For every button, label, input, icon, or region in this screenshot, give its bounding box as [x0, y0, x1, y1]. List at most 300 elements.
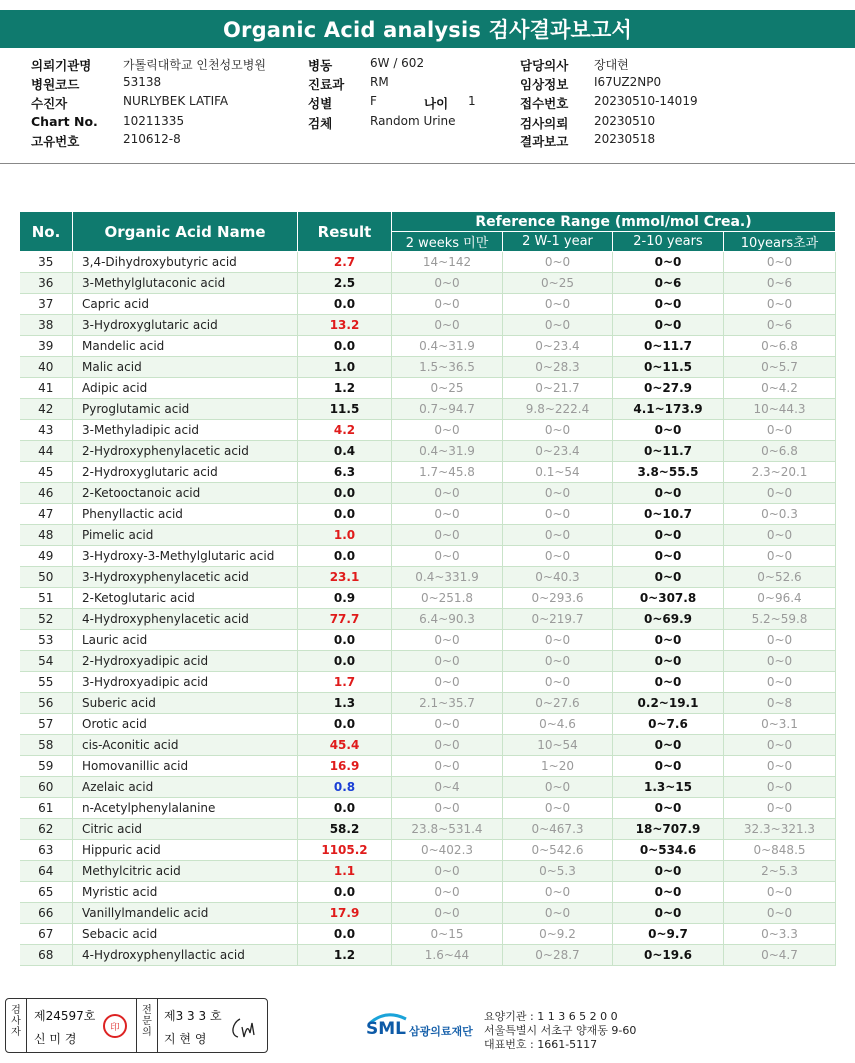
acid-name: Phenyllactic acid: [73, 504, 298, 525]
acid-name: 2-Ketooctanoic acid: [73, 483, 298, 504]
ref-2-10y: 0~0: [613, 798, 724, 819]
ref-2-10y: 0~0: [613, 483, 724, 504]
info-label: 임상정보: [520, 77, 569, 92]
signature-box: [5, 998, 268, 1053]
row-number: 59: [20, 756, 73, 777]
table-row: [20, 819, 836, 840]
ref-2-10y: 0~9.7: [613, 924, 724, 945]
acid-name: Mandelic acid: [73, 336, 298, 357]
row-number: 43: [20, 420, 73, 441]
info-label: 병동: [308, 58, 333, 73]
table-row: [20, 861, 836, 882]
divider: [26, 999, 27, 1052]
row-number: 64: [20, 861, 73, 882]
table-row: [20, 651, 836, 672]
ref-10y-plus: 5.2~59.8: [724, 609, 836, 630]
ref-2-10y: 0~6: [613, 273, 724, 294]
row-number: 35: [20, 252, 73, 273]
ref-2w-1y: 0~25: [503, 273, 613, 294]
ref-2w-1y: 10~54: [503, 735, 613, 756]
seal-stamp-icon: 印: [103, 1014, 127, 1038]
table-row: [20, 399, 836, 420]
ref-10y-plus: 0~848.5: [724, 840, 836, 861]
ref-2w-1y: 0~0: [503, 315, 613, 336]
table-row: [20, 672, 836, 693]
ref-2w-1y: 0~0: [503, 504, 613, 525]
acid-name: cis-Aconitic acid: [73, 735, 298, 756]
row-number: 61: [20, 798, 73, 819]
table-row: [20, 630, 836, 651]
acid-name: Methylcitric acid: [73, 861, 298, 882]
info-label: 나이: [424, 96, 449, 111]
ref-2-weeks: 0~0: [392, 315, 503, 336]
ref-2-weeks: 0~0: [392, 672, 503, 693]
ref-2-weeks: 0~0: [392, 546, 503, 567]
ref-2-weeks: 0.4~31.9: [392, 441, 503, 462]
acid-name: 3-Hydroxyglutaric acid: [73, 315, 298, 336]
ref-2-10y: 0~0: [613, 861, 724, 882]
table-row: [20, 378, 836, 399]
table-row: [20, 504, 836, 525]
table-row: [20, 798, 836, 819]
ref-2-weeks: 0~0: [392, 525, 503, 546]
info-label: 수진자: [31, 96, 68, 111]
row-number: 66: [20, 903, 73, 924]
label-char: 의: [142, 1027, 152, 1038]
ref-2-10y: 0~0: [613, 756, 724, 777]
table-row: [20, 462, 836, 483]
result-value: 0.0: [298, 714, 392, 735]
ref-2w-1y: 0~0: [503, 651, 613, 672]
row-number: 42: [20, 399, 73, 420]
info-row: [0, 94, 855, 113]
ref-10y-plus: 0~6: [724, 273, 836, 294]
ref-10y-plus: 0~0: [724, 525, 836, 546]
ref-2w-1y: 0~27.6: [503, 693, 613, 714]
acid-name: 2-Ketoglutaric acid: [73, 588, 298, 609]
table-row: [20, 735, 836, 756]
ref-2-weeks: 0~0: [392, 735, 503, 756]
ref-2w-1y: 0~21.7: [503, 378, 613, 399]
ref-2-10y: 0~0: [613, 735, 724, 756]
acid-name: Pyroglutamic acid: [73, 399, 298, 420]
row-number: 67: [20, 924, 73, 945]
ref-2-10y: 0~27.9: [613, 378, 724, 399]
ref-2-weeks: 0~0: [392, 483, 503, 504]
ref-2-10y: 4.1~173.9: [613, 399, 724, 420]
table-row: [20, 588, 836, 609]
table-row: [20, 945, 836, 966]
row-number: 45: [20, 462, 73, 483]
table-row: [20, 546, 836, 567]
inspector-name: 신 미 경: [34, 1032, 77, 1046]
ref-2w-1y: 0~0: [503, 525, 613, 546]
acid-name: 3,4-Dihydroxybutyric acid: [73, 252, 298, 273]
header-no: No.: [20, 212, 73, 252]
ref-10y-plus: 32.3~321.3: [724, 819, 836, 840]
ref-2w-1y: 0~0: [503, 672, 613, 693]
table-row: [20, 273, 836, 294]
result-value: 17.9: [298, 903, 392, 924]
result-value: 1.3: [298, 693, 392, 714]
result-value: 1.0: [298, 525, 392, 546]
ref-10y-plus: 0~0: [724, 630, 836, 651]
table-row: [20, 315, 836, 336]
ref-10y-plus: 10~44.3: [724, 399, 836, 420]
ref-2w-1y: 0~5.3: [503, 861, 613, 882]
row-number: 53: [20, 630, 73, 651]
ref-2w-1y: 0~0: [503, 420, 613, 441]
ref-10y-plus: 0~6: [724, 315, 836, 336]
ref-2w-1y: 0~467.3: [503, 819, 613, 840]
ref-2w-1y: 0~293.6: [503, 588, 613, 609]
ref-10y-plus: 0~4.7: [724, 945, 836, 966]
table-row: [20, 483, 836, 504]
info-row: [0, 75, 855, 94]
ref-2-10y: 0~19.6: [613, 945, 724, 966]
table-row: [20, 420, 836, 441]
row-number: 41: [20, 378, 73, 399]
header-age-group: 2 W-1 year: [503, 232, 613, 252]
ref-10y-plus: 0~0: [724, 777, 836, 798]
acid-name: Homovanillic acid: [73, 756, 298, 777]
ref-2-weeks: 0~402.3: [392, 840, 503, 861]
acid-name: Pimelic acid: [73, 525, 298, 546]
table-row: [20, 714, 836, 735]
result-value: 0.0: [298, 630, 392, 651]
result-value: 1.7: [298, 672, 392, 693]
row-number: 56: [20, 693, 73, 714]
ref-10y-plus: 0~3.3: [724, 924, 836, 945]
table-row: [20, 693, 836, 714]
ref-10y-plus: 0~0: [724, 651, 836, 672]
ref-10y-plus: 0~0: [724, 672, 836, 693]
acid-name: 4-Hydroxyphenylacetic acid: [73, 609, 298, 630]
ref-2w-1y: 0~0: [503, 882, 613, 903]
patient-info: [0, 52, 855, 164]
specialist-label: [139, 1005, 155, 1038]
ref-2-10y: 0~69.9: [613, 609, 724, 630]
ref-2w-1y: 0.1~54: [503, 462, 613, 483]
ref-2w-1y: 0~9.2: [503, 924, 613, 945]
acid-name: Vanillylmandelic acid: [73, 903, 298, 924]
row-number: 48: [20, 525, 73, 546]
ref-2w-1y: 0~0: [503, 777, 613, 798]
result-value: 1105.2: [298, 840, 392, 861]
inspector-license: 제24597호: [34, 1009, 96, 1023]
row-number: 58: [20, 735, 73, 756]
ref-2-weeks: 6.4~90.3: [392, 609, 503, 630]
ref-2w-1y: 0~4.6: [503, 714, 613, 735]
ref-2-weeks: 0~251.8: [392, 588, 503, 609]
ref-2-weeks: 0.4~331.9: [392, 567, 503, 588]
ref-10y-plus: 2~5.3: [724, 861, 836, 882]
ref-2-10y: 0~7.6: [613, 714, 724, 735]
ref-2-weeks: 0.7~94.7: [392, 399, 503, 420]
ref-2-10y: 3.8~55.5: [613, 462, 724, 483]
ref-2-weeks: 23.8~531.4: [392, 819, 503, 840]
header-age-group: 10years초과: [724, 232, 836, 252]
ref-2w-1y: 0~0: [503, 903, 613, 924]
result-value: 2.5: [298, 273, 392, 294]
info-row: [0, 56, 855, 75]
info-value: RM: [370, 75, 389, 89]
ref-10y-plus: 0~5.7: [724, 357, 836, 378]
row-number: 60: [20, 777, 73, 798]
ref-10y-plus: 0~3.1: [724, 714, 836, 735]
ref-10y-plus: 0~0: [724, 294, 836, 315]
ref-2-10y: 0~11.5: [613, 357, 724, 378]
ref-10y-plus: 0~0: [724, 735, 836, 756]
row-number: 51: [20, 588, 73, 609]
table-row: [20, 903, 836, 924]
ref-2w-1y: 0~0: [503, 630, 613, 651]
ref-2w-1y: 0~0: [503, 483, 613, 504]
ref-2-10y: 1.3~15: [613, 777, 724, 798]
result-value: 13.2: [298, 315, 392, 336]
table-row: [20, 357, 836, 378]
ref-2w-1y: 0~40.3: [503, 567, 613, 588]
table-row: [20, 336, 836, 357]
result-value: 0.4: [298, 441, 392, 462]
result-value: 45.4: [298, 735, 392, 756]
table-row: [20, 756, 836, 777]
ref-2-weeks: 0~0: [392, 756, 503, 777]
acid-name: Suberic acid: [73, 693, 298, 714]
info-value: 가톨릭대학교 인천성모병원: [123, 58, 266, 72]
specialist-license: 제3 3 3 호: [164, 1009, 222, 1023]
ref-2-weeks: 2.1~35.7: [392, 693, 503, 714]
acid-name: Adipic acid: [73, 378, 298, 399]
row-number: 46: [20, 483, 73, 504]
info-label: 검사의뢰: [520, 116, 569, 131]
acid-name: Hippuric acid: [73, 840, 298, 861]
result-value: 0.0: [298, 483, 392, 504]
acid-name: Myristic acid: [73, 882, 298, 903]
info-value: I67UZ2NP0: [594, 75, 662, 89]
info-label: 병원코드: [31, 77, 80, 92]
acid-name: 3-Hydroxyadipic acid: [73, 672, 298, 693]
ref-2w-1y: 0~23.4: [503, 336, 613, 357]
result-value: 0.8: [298, 777, 392, 798]
ref-2-10y: 0~0: [613, 903, 724, 924]
info-value: 20230510: [594, 114, 656, 128]
header-age-group: 2 weeks 미만: [392, 232, 503, 252]
row-number: 57: [20, 714, 73, 735]
header-name: Organic Acid Name: [73, 212, 298, 252]
org-name: 삼광의료재단: [409, 1025, 473, 1038]
info-label: Chart No.: [31, 114, 98, 129]
row-number: 55: [20, 672, 73, 693]
label-char: 문: [142, 1016, 152, 1027]
ref-2w-1y: 0~28.7: [503, 945, 613, 966]
result-value: 0.0: [298, 798, 392, 819]
result-value: 4.2: [298, 420, 392, 441]
ref-2-weeks: 0~0: [392, 903, 503, 924]
ref-10y-plus: 0~0: [724, 903, 836, 924]
ref-10y-plus: 0~8: [724, 693, 836, 714]
row-number: 54: [20, 651, 73, 672]
row-number: 62: [20, 819, 73, 840]
ref-2-10y: 0~0: [613, 672, 724, 693]
info-label: 성별: [308, 96, 333, 111]
table-row: [20, 294, 836, 315]
row-number: 38: [20, 315, 73, 336]
ref-2-10y: 0~0: [613, 567, 724, 588]
ref-10y-plus: 0~0: [724, 798, 836, 819]
ref-2-weeks: 0~0: [392, 798, 503, 819]
info-label: 의뢰기관명: [31, 58, 92, 73]
acid-name: n-Acetylphenylalanine: [73, 798, 298, 819]
info-label: 담당의사: [520, 58, 569, 73]
acid-name: 2-Hydroxyglutaric acid: [73, 462, 298, 483]
result-value: 0.0: [298, 504, 392, 525]
ref-10y-plus: 0~0: [724, 483, 836, 504]
results-table: [19, 211, 835, 966]
acid-name: Azelaic acid: [73, 777, 298, 798]
ref-2w-1y: 0~0: [503, 252, 613, 273]
phone: 대표번호 : 1661-5117: [484, 1038, 598, 1051]
table-row: [20, 609, 836, 630]
signature-icon: [228, 1015, 262, 1041]
result-value: 0.0: [298, 651, 392, 672]
ref-10y-plus: 2.3~20.1: [724, 462, 836, 483]
ref-2-weeks: 0.4~31.9: [392, 336, 503, 357]
info-value: 210612-8: [123, 132, 181, 146]
ref-2w-1y: 0~0: [503, 546, 613, 567]
result-value: 16.9: [298, 756, 392, 777]
table-row: [20, 441, 836, 462]
result-value: 0.0: [298, 882, 392, 903]
acid-name: 3-Methylglutaconic acid: [73, 273, 298, 294]
acid-name: 3-Methyladipic acid: [73, 420, 298, 441]
info-value: F: [370, 94, 377, 108]
ref-2-weeks: 0~0: [392, 294, 503, 315]
acid-name: 2-Hydroxyadipic acid: [73, 651, 298, 672]
info-row: [0, 132, 855, 151]
ref-2-10y: 0~11.7: [613, 441, 724, 462]
address: 서울특별시 서초구 양재동 9-60: [484, 1024, 637, 1037]
ref-10y-plus: 0~4.2: [724, 378, 836, 399]
result-value: 11.5: [298, 399, 392, 420]
result-value: 0.0: [298, 294, 392, 315]
inspector-label: [8, 1005, 24, 1038]
ref-2-weeks: 0~0: [392, 273, 503, 294]
ref-2-weeks: 1.6~44: [392, 945, 503, 966]
label-char: 사: [11, 1016, 21, 1027]
ref-2-10y: 0~0: [613, 882, 724, 903]
ref-2w-1y: 0~0: [503, 798, 613, 819]
result-value: 0.9: [298, 588, 392, 609]
info-value: 20230518: [594, 132, 656, 146]
row-number: 47: [20, 504, 73, 525]
ref-2-10y: 18~707.9: [613, 819, 724, 840]
row-number: 39: [20, 336, 73, 357]
row-number: 50: [20, 567, 73, 588]
result-value: 1.1: [298, 861, 392, 882]
ref-2-10y: 0~0: [613, 294, 724, 315]
table-row: [20, 567, 836, 588]
ref-2w-1y: 0~28.3: [503, 357, 613, 378]
acid-name: 4-Hydroxyphenyllactic acid: [73, 945, 298, 966]
ref-10y-plus: 0~96.4: [724, 588, 836, 609]
info-label: 고유번호: [31, 134, 80, 149]
ref-2-10y: 0.2~19.1: [613, 693, 724, 714]
header-reference-range: Reference Range (mmol/mol Crea.): [392, 212, 836, 232]
result-value: 1.0: [298, 357, 392, 378]
row-number: 63: [20, 840, 73, 861]
table-row: [20, 525, 836, 546]
label-char: 자: [11, 1027, 21, 1038]
ref-2-weeks: 0~0: [392, 882, 503, 903]
ref-2w-1y: 0~23.4: [503, 441, 613, 462]
info-value: 1: [468, 94, 476, 108]
ref-2-10y: 0~307.8: [613, 588, 724, 609]
ref-2w-1y: 9.8~222.4: [503, 399, 613, 420]
table-row: [20, 882, 836, 903]
ref-2w-1y: 0~219.7: [503, 609, 613, 630]
info-value: 10211335: [123, 114, 185, 128]
ref-2-10y: 0~534.6: [613, 840, 724, 861]
acid-name: 2-Hydroxyphenylacetic acid: [73, 441, 298, 462]
info-value: 6W / 602: [370, 56, 425, 70]
info-label: 검체: [308, 116, 333, 131]
ref-2w-1y: 0~0: [503, 294, 613, 315]
ref-2-weeks: 1.7~45.8: [392, 462, 503, 483]
ref-2-weeks: 0~25: [392, 378, 503, 399]
table-row: [20, 840, 836, 861]
ref-2-weeks: 0~0: [392, 630, 503, 651]
result-value: 0.0: [298, 924, 392, 945]
info-value: 53138: [123, 75, 162, 89]
result-value: 2.7: [298, 252, 392, 273]
result-value: 77.7: [298, 609, 392, 630]
ref-2-weeks: 0~15: [392, 924, 503, 945]
info-label: 결과보고: [520, 134, 569, 149]
acid-name: Malic acid: [73, 357, 298, 378]
acid-name: Capric acid: [73, 294, 298, 315]
info-row: [0, 114, 855, 133]
row-number: 44: [20, 441, 73, 462]
acid-name: Sebacic acid: [73, 924, 298, 945]
result-value: 23.1: [298, 567, 392, 588]
divider: [136, 999, 137, 1052]
header-result: Result: [298, 212, 392, 252]
info-value: 장대현: [594, 58, 629, 72]
acid-name: 3-Hydroxy-3-Methylglutaric acid: [73, 546, 298, 567]
ref-10y-plus: 0~0: [724, 756, 836, 777]
ref-10y-plus: 0~0: [724, 546, 836, 567]
ref-10y-plus: 0~6.8: [724, 441, 836, 462]
acid-name: Lauric acid: [73, 630, 298, 651]
row-number: 52: [20, 609, 73, 630]
table-row: [20, 924, 836, 945]
result-value: 0.0: [298, 336, 392, 357]
acid-name: 3-Hydroxyphenylacetic acid: [73, 567, 298, 588]
ref-2-10y: 0~10.7: [613, 504, 724, 525]
report-title: Organic Acid analysis 검사결과보고서: [0, 10, 855, 48]
result-value: 58.2: [298, 819, 392, 840]
ref-10y-plus: 0~0.3: [724, 504, 836, 525]
acid-name: Orotic acid: [73, 714, 298, 735]
table-row: [20, 777, 836, 798]
ref-2w-1y: 1~20: [503, 756, 613, 777]
ref-2-10y: 0~0: [613, 651, 724, 672]
ref-2-weeks: 0~0: [392, 651, 503, 672]
specialist-name: 지 현 영: [164, 1032, 207, 1046]
table-row: [20, 252, 836, 273]
ref-2-10y: 0~0: [613, 525, 724, 546]
